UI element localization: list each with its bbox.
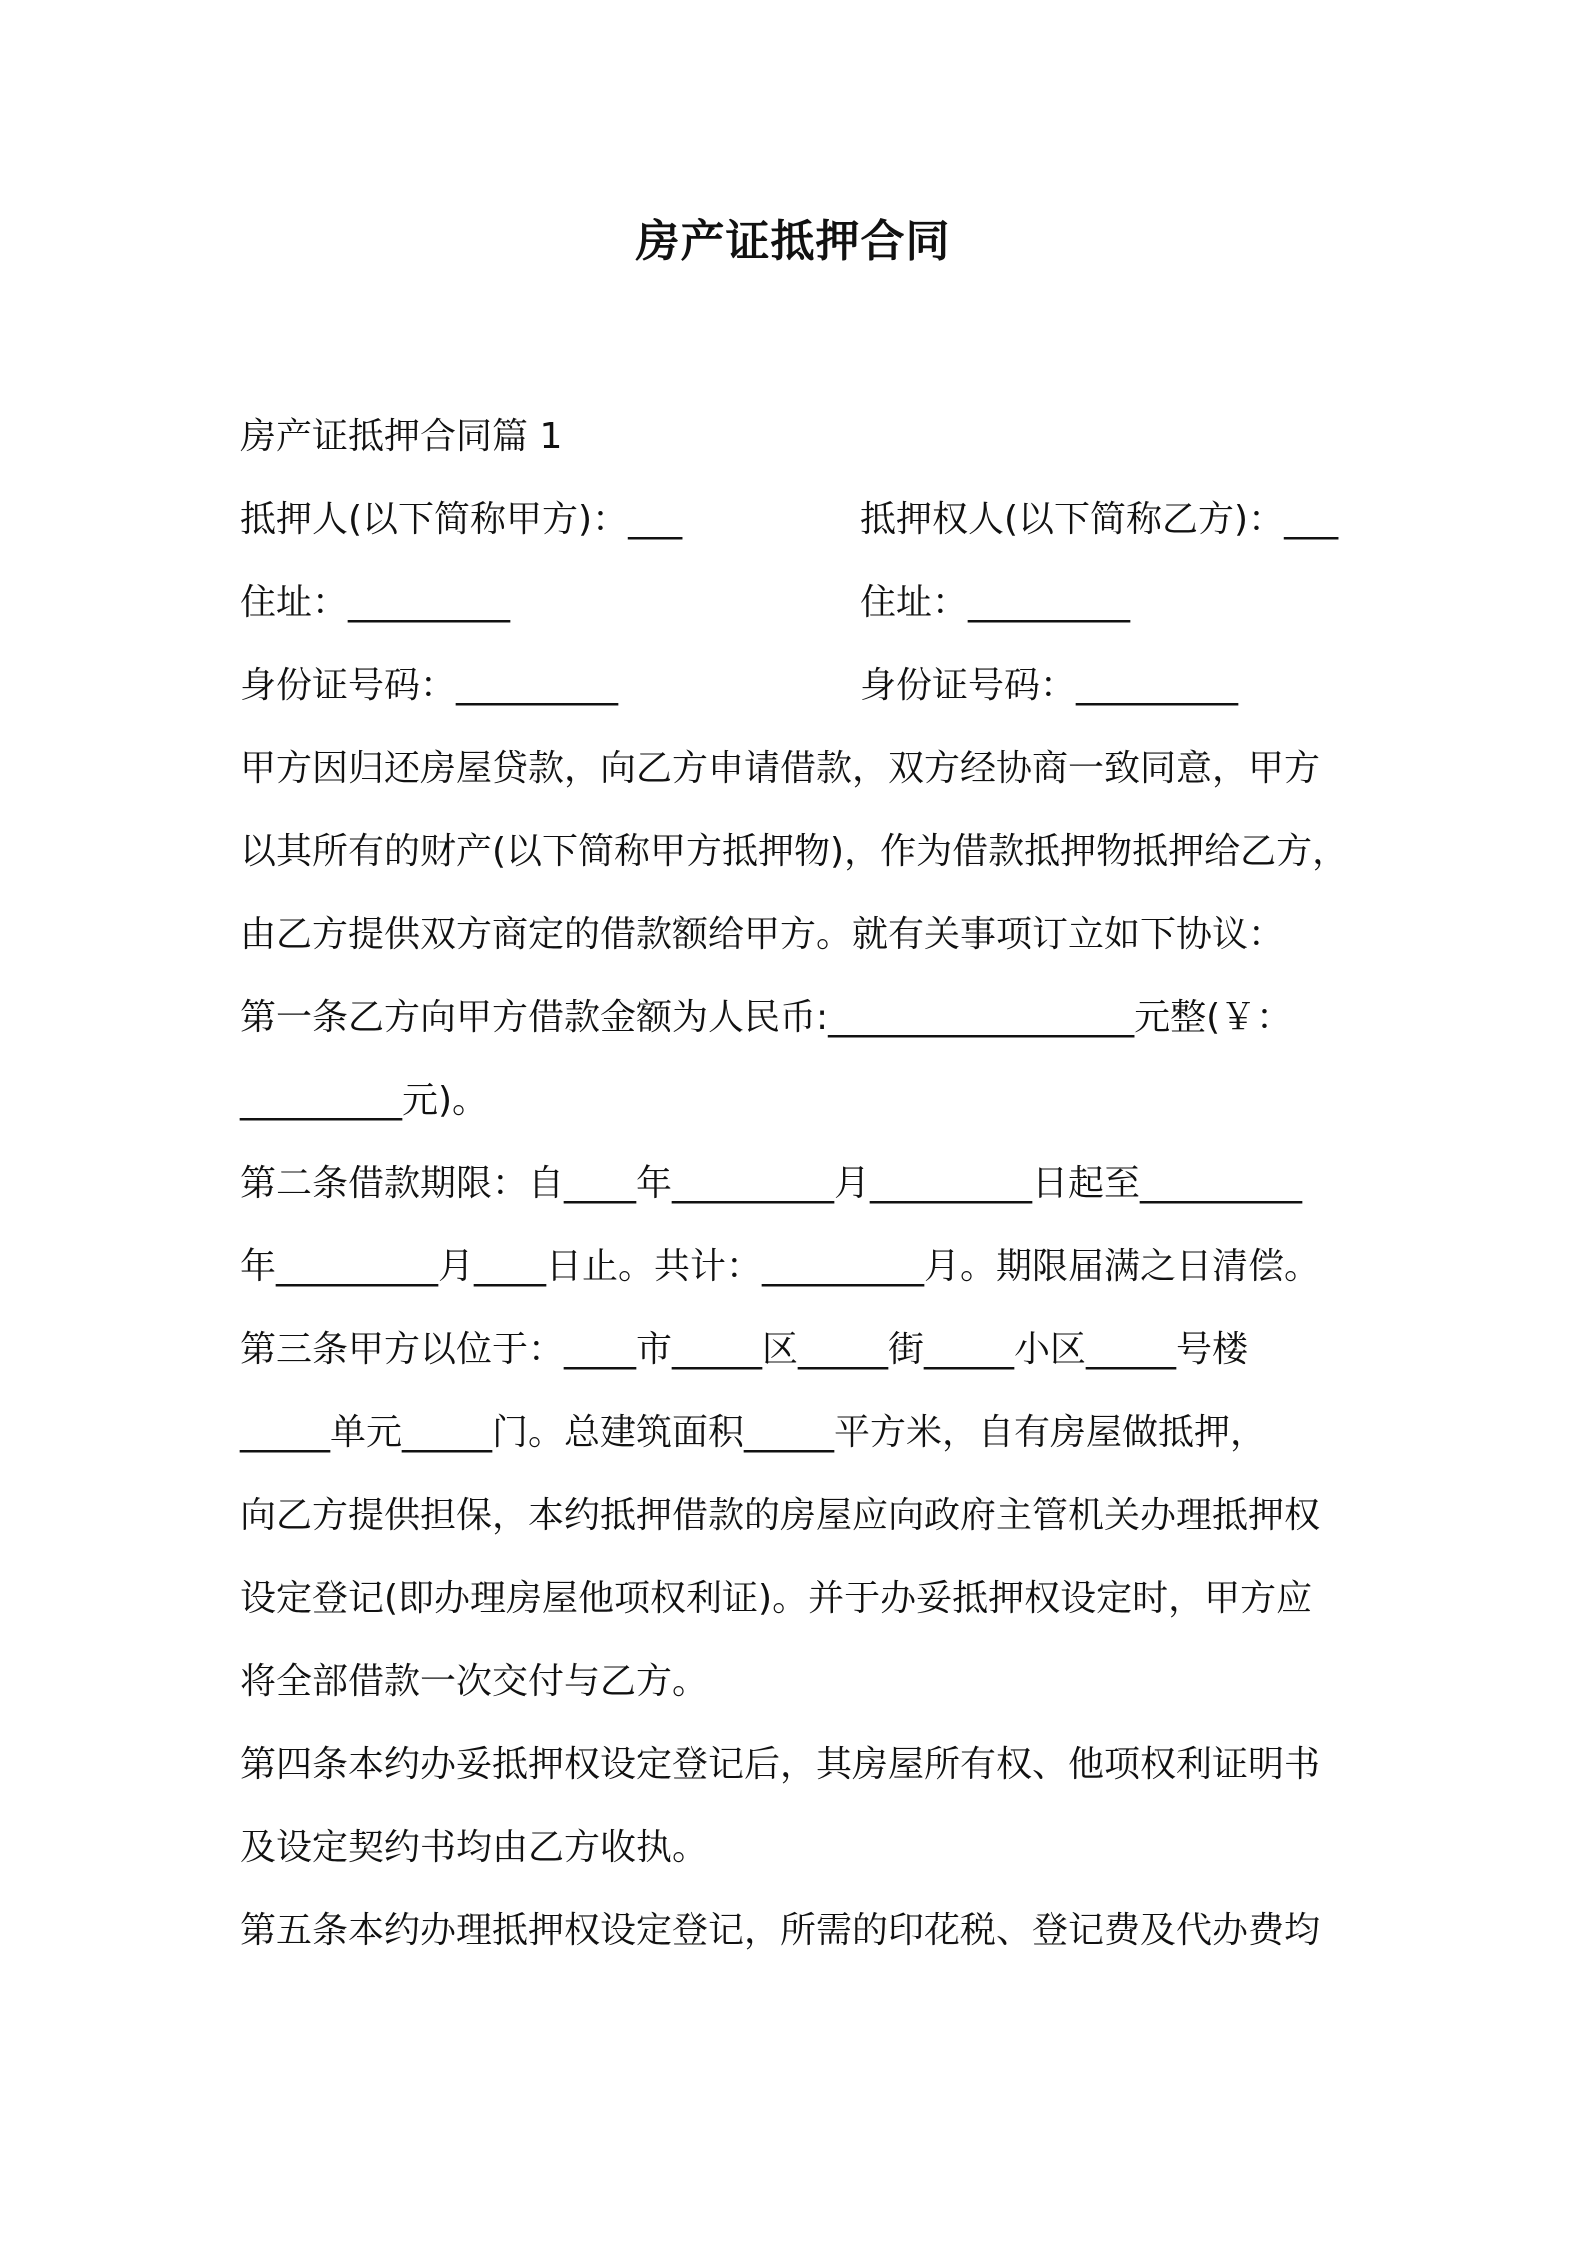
article-3-line: 设定登记(即办理房屋他项权利证)。并于办妥抵押权设定时，甲方应 [240,1578,1313,1619]
article-4-line: 及设定契约书均由乙方收执。 [240,1827,709,1868]
body-line: 甲方因归还房屋贷款，向乙方申请借款，双方经协商一致同意，甲方 [240,748,1321,789]
mortgagor-address-field: 住址：_________ [240,582,511,623]
mortgagor-id-field: 身份证号码：_________ [240,665,619,706]
article-1-line: _________元)。 [240,1080,489,1121]
section-heading: 房产证抵押合同篇 1 [240,416,563,457]
body-line: 由乙方提供双方商定的借款额给甲方。就有关事项订立如下协议： [240,914,1285,955]
article-3-line: 向乙方提供担保，本约抵押借款的房屋应向政府主管机关办理抵押权 [240,1495,1321,1536]
document-title: 房产证抵押合同 [635,216,951,267]
mortgagor-field: 抵押人(以下简称甲方)：___ [240,499,683,540]
article-4-line: 第四条本约办妥抵押权设定登记后，其房屋所有权、他项权利证明书 [240,1744,1321,1785]
article-3-line: _____单元_____门。总建筑面积_____平方米，自有房屋做抵押， [240,1412,1267,1453]
mortgagee-address-field: 住址：_________ [860,582,1131,623]
article-2-line: 年_________月____日止。共计：_________月。期限届满之日清偿。 [240,1246,1321,1287]
article-3-line: 将全部借款一次交付与乙方。 [240,1661,709,1702]
article-1-line: 第一条乙方向甲方借款金额为人民币:_________________元整(￥： [240,997,1293,1038]
article-5-line: 第五条本约办理抵押权设定登记，所需的印花税、登记费及代办费均 [240,1910,1321,1951]
mortgagee-field: 抵押权人(以下简称乙方)：___ [860,499,1339,540]
mortgagee-id-field: 身份证号码：_________ [860,665,1239,706]
body-line: 以其所有的财产(以下简称甲方抵押物)，作为借款抵押物抵押给乙方， [240,831,1349,872]
article-2-line: 第二条借款期限：自____年_________月_________日起至_________ [240,1163,1303,1204]
article-3-line: 第三条甲方以位于：____市_____区_____街_____小区_____号楼 [240,1329,1249,1370]
